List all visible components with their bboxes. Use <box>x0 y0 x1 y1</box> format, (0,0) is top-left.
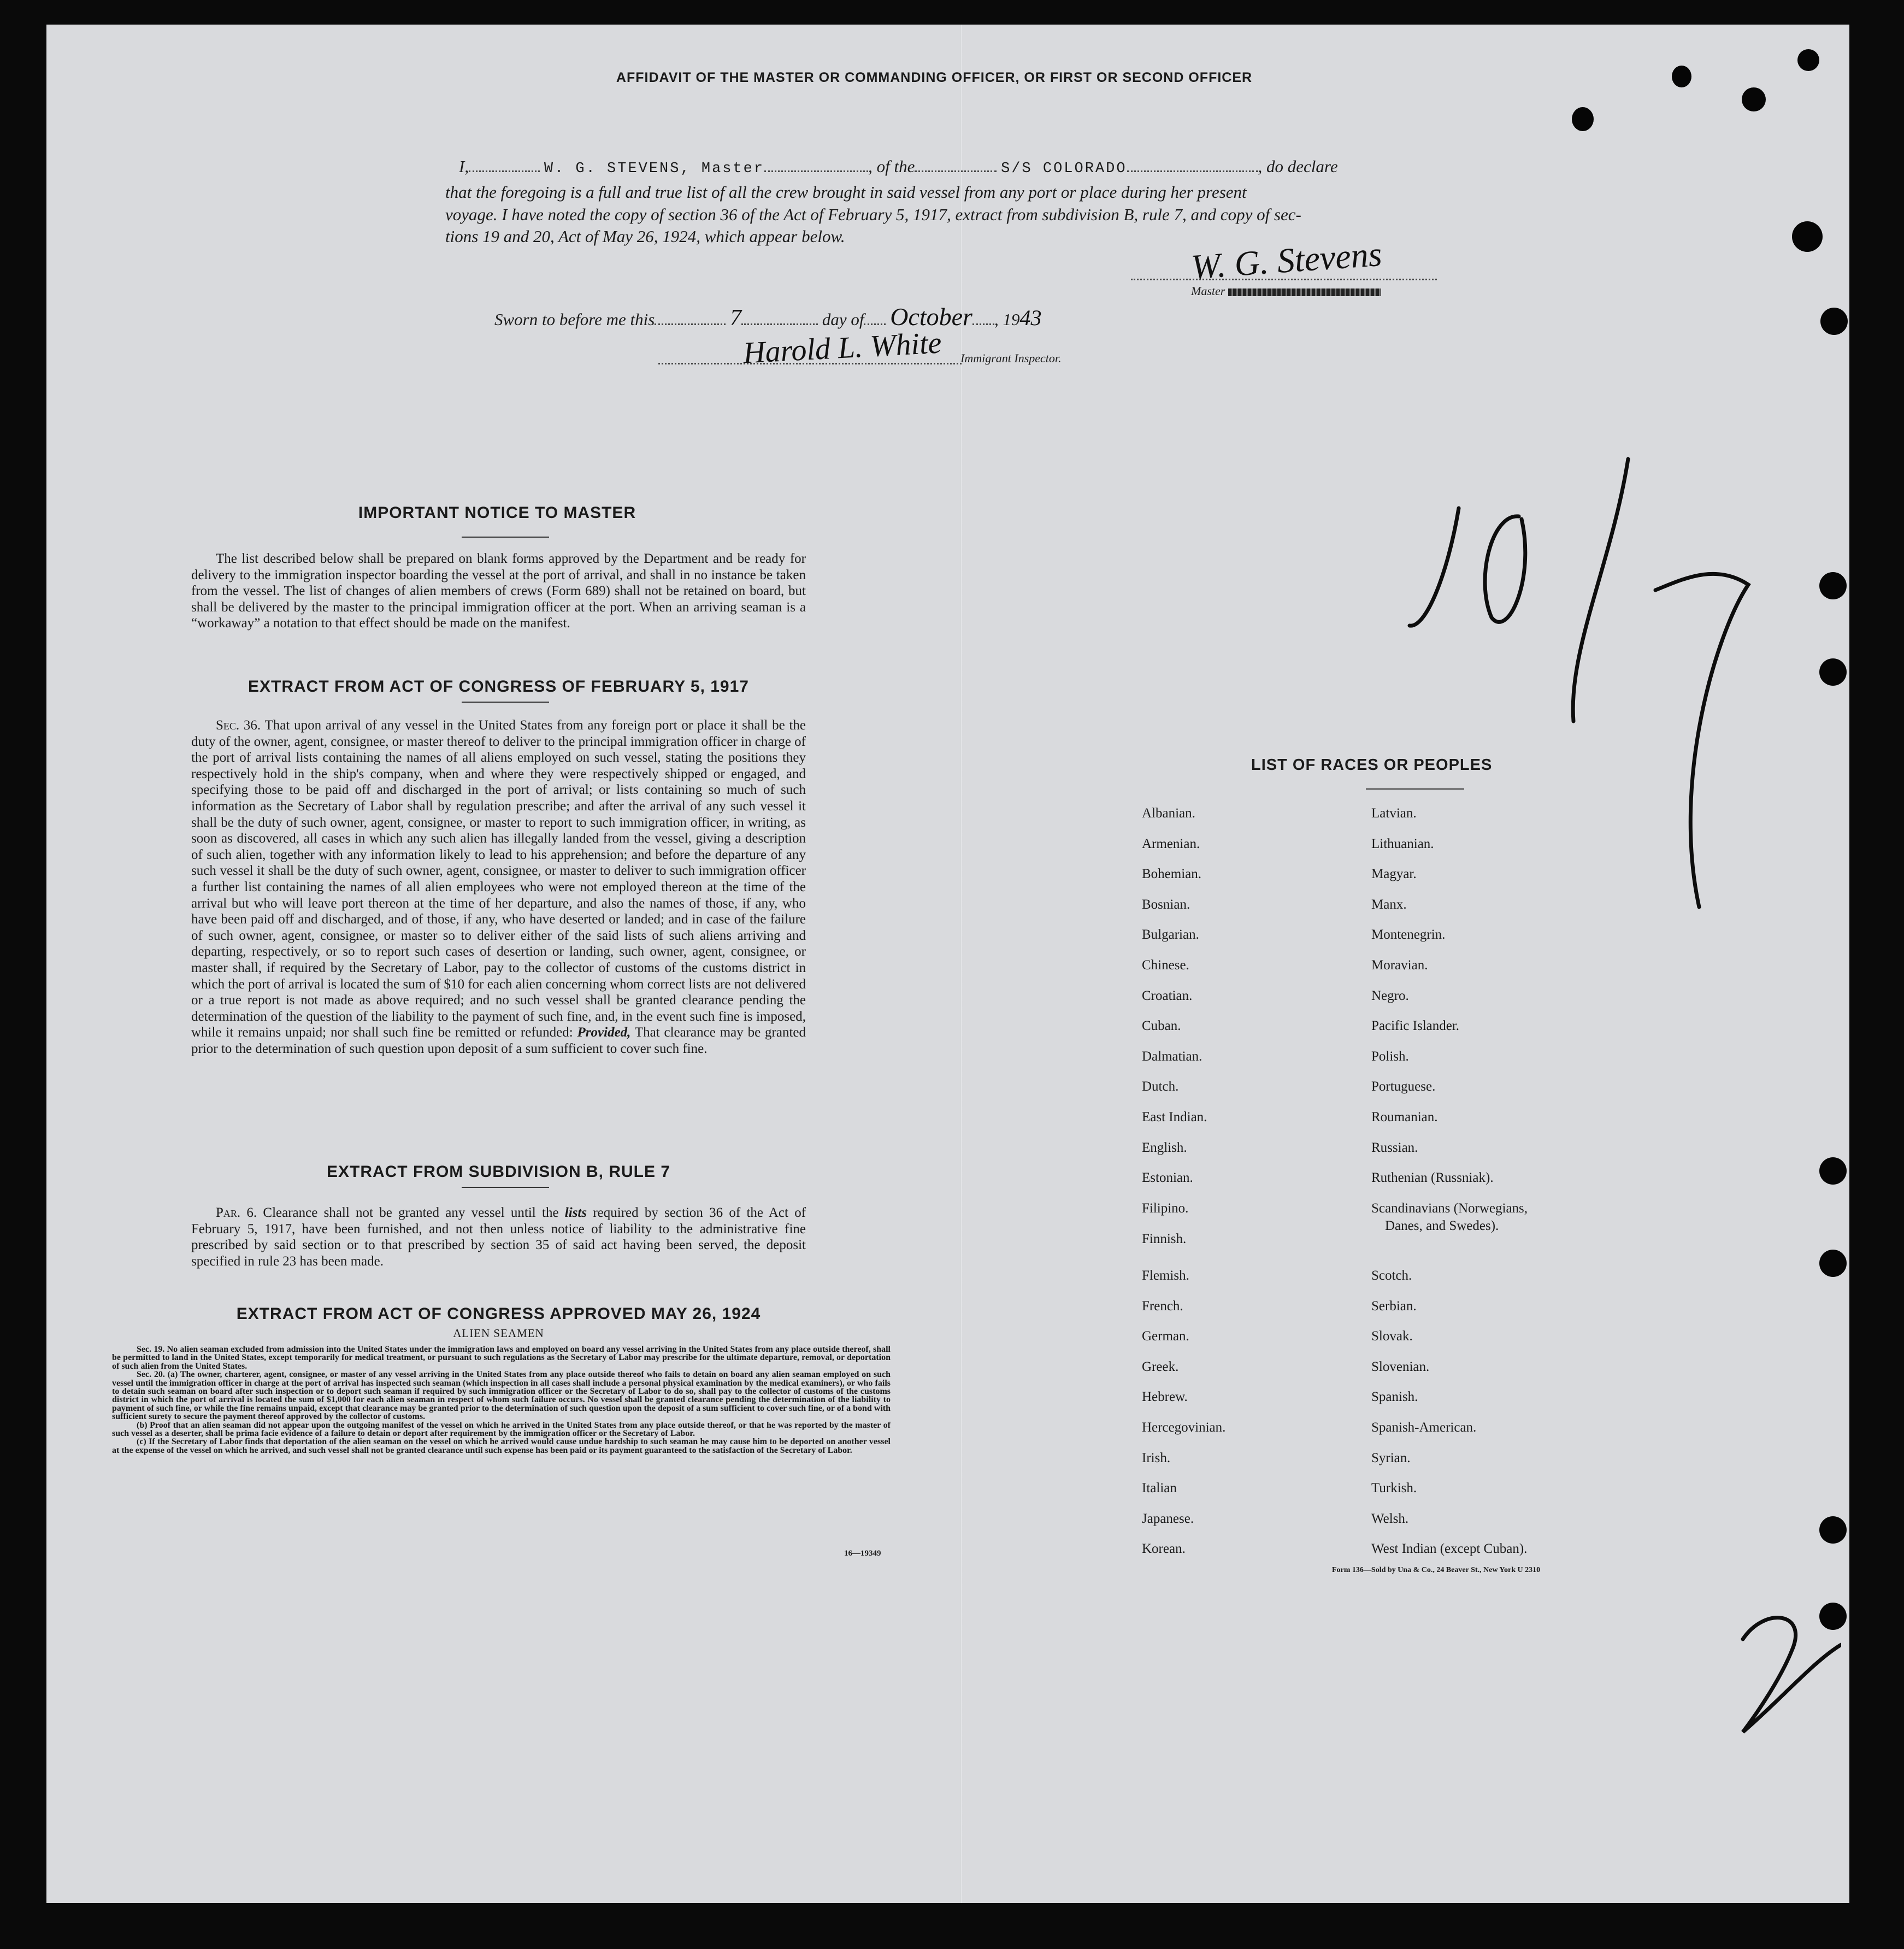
race-item: English. <box>1142 1140 1187 1155</box>
extract-rule7-rule <box>462 1187 549 1188</box>
section-20a-text: Sec. 20. (a) The owner, charterer, agent, consignee, or master of any vessel arriving in the United States from any place outside thereof who fails to detain on board any alien seaman employed on such vessel until the immigration officer in charge at the port of arrival has inspected such seaman (which inspection in all cases shall include a personal physical examination by the medical examiners), or who fails to detain such seaman on board after such inspection or to deport such seaman if required by such immigration officer or the Secretary of Labor to do so, shall pay to the collector of customs of the customs district in which the port of arrival is located the sum of $1,000 for each alien seaman in respect of whom such failure occurs. No vessel shall be granted clearance pending the determination of the liability to payment of such fine, or while the fine remains unpaid, except that clearance may be granted prior to the determination of such question upon the deposit of a sum sufficient to cover such fine, or of a bond with sufficient surety to secure the payment thereof approved by the collector of customs. <box>112 1370 891 1422</box>
race-item: East Indian. <box>1142 1110 1207 1124</box>
race-item: Scotch. <box>1371 1268 1412 1283</box>
pen-stroke <box>1573 459 1628 721</box>
race-item: Portuguese. <box>1371 1079 1436 1094</box>
dotted-leader <box>655 321 726 325</box>
handwritten-number <box>1431 481 1453 493</box>
punch-hole <box>1672 66 1691 87</box>
dotted-leader <box>972 321 994 325</box>
race-item: West Indian (except Cuban). <box>1371 1541 1528 1557</box>
race-item: German. <box>1142 1329 1189 1344</box>
pen-stroke <box>1743 1618 1841 1732</box>
do-declare-label: , do declare <box>1258 157 1338 176</box>
race-item: Filipino. <box>1142 1200 1189 1216</box>
race-item: Negro. <box>1371 988 1409 1003</box>
notice-title-rule <box>462 537 549 538</box>
handwritten-number-marks <box>1366 454 1759 945</box>
year-prefix: , 19 <box>994 310 1020 329</box>
race-item: Turkish. <box>1371 1481 1417 1496</box>
races-title-rule <box>1366 788 1464 790</box>
vessel-name-field: S/S COLORADO <box>1001 161 1127 177</box>
race-item: Lithuanian. <box>1371 836 1434 851</box>
affidavit-body-line-2: voyage. I have noted the copy of section 36 of the Act of February 5, 1917, extract from subdivision B, rule 7, and copy of sec- <box>445 205 1301 224</box>
race-item: Roumanian. <box>1371 1110 1438 1124</box>
race-item: Magyar. <box>1371 867 1417 882</box>
form-footer-note: Form 136—Sold by Una & Co., 24 Beaver St., New York U 2310 <box>1332 1566 1541 1574</box>
race-item: Estonian. <box>1142 1170 1193 1186</box>
punch-hole <box>1819 1516 1847 1544</box>
sworn-month: October <box>890 303 972 331</box>
race-item: Bulgarian. <box>1142 927 1199 943</box>
race-item: Slovak. <box>1371 1329 1413 1344</box>
race-item: Bohemian. <box>1142 867 1202 882</box>
race-item: Chinese. <box>1142 958 1189 973</box>
extract-1924-text <box>112 1345 891 1455</box>
master-signature-line <box>1131 279 1437 280</box>
dotted-leader <box>764 168 868 172</box>
race-item: Albanian. <box>1142 806 1195 821</box>
race-item: Manx. <box>1371 897 1407 912</box>
handwritten-mark-text <box>1748 1639 1753 1651</box>
affidavit-title: AFFIDAVIT OF THE MASTER OR COMMANDING OFFICER, OR FIRST OR SECOND OFFICER <box>616 70 1253 85</box>
sworn-day: 7 <box>730 305 742 331</box>
provided-label: Provided, <box>577 1025 631 1040</box>
pronoun-i: I, <box>459 157 469 176</box>
punch-hole <box>1819 572 1847 599</box>
affidavit-body-line-1: that the foregoing is a full and true list of all the crew brought in said vessel from any port or place during her present <box>445 182 1247 202</box>
race-item: Serbian. <box>1371 1298 1417 1314</box>
lists-word: lists <box>564 1205 587 1220</box>
inspector-signature-line <box>658 363 962 364</box>
race-item: Ruthenian (Russniak). <box>1371 1170 1494 1186</box>
punch-hole <box>1792 221 1823 252</box>
race-item: Irish. <box>1142 1450 1171 1465</box>
race-item: Hebrew. <box>1142 1389 1188 1405</box>
notice-title: IMPORTANT NOTICE TO MASTER <box>358 504 636 522</box>
section-36-body: That upon arrival of any vessel in the United States from any foreign port or place it shall be the duty of the owner, agent, consignee, or master thereof to deliver to the principal immigration officer in charge of the port of arrival lists containing the names of all aliens employed on such vessel, stating the positions they respectively hold in the ship's company, when and where they were respectively shipped or engaged, and specifying those to be paid off and discharged in the port of arrival; or lists containing so much of such information as the Secretary of Labor shall by regulation prescribe; and after the arrival of any such vessel it shall be the duty of such owner, agent, consignee, or master to report to such immigration officer, in writing, as soon as discovered, all cases in which any such alien has illegally landed from the vessel, giving a description of such alien, together with any information likely to lead to his apprehension; and before the departure of any such vessel it shall be the duty of such owner, agent, consignee, or master to deliver to such immigration officer a further list containing the names of all alien employees who were not employed thereon at the time of the arrival but who will leave port thereon at the time of her departure, and also the names of those, if any, who have been paid off and discharged, and of those, if any, who have deserted or landed; and in case of the failure of such owner, agent, consignee, or master so to deliver either of the said lists of such aliens arriving and departing, respectively, or so to report such cases of desertion or landing, such owner, agent, consignee, or master shall, if required by the Secretary of Labor, pay to the collector of customs of the customs district in which the port of arrival is located the sum of $10 for each alien concerning whom correct lists are not delivered or a true report is not made as above required; and no such vessel shall be granted clearance pending the determination of the question of the liability to the payment of such fine, and, in the event such fine is imposed, while it remains unpaid; nor shall such fine be remitted or refunded: <box>191 718 806 1040</box>
race-item: Flemish. <box>1142 1268 1189 1283</box>
race-item: Polish. <box>1371 1049 1409 1064</box>
race-item: Bosnian. <box>1142 897 1190 912</box>
section-20b-text: (b) Proof that an alien seaman did not appear upon the outgoing manifest of the vessel on which he arrived in the United States from any place outside thereof, or that he was reported by the master of such vessel as a deserter, shall be prima facie evidence of a failure to detain or deport after requirement by the immigration officer or the Secretary of Labor. <box>112 1420 891 1439</box>
section-19-text: Sec. 19. No alien seaman excluded from admission into the United States under the immigration laws and employed on board any vessel arriving in the United States from any place outside thereof, shall be permitted to land in the United States, except temporarily for medical treatment, or pursuant to such regulations as the Secretary of Labor may prescribe for the ultimate departure, removal, or deportation of such alien from the United States. <box>112 1345 891 1371</box>
dotted-leader <box>1127 168 1258 172</box>
race-item: Danes, and Swedes). <box>1385 1218 1499 1233</box>
race-item: Hercegovinian. <box>1142 1420 1226 1435</box>
race-item: Scandinavians (Norwegians, <box>1371 1200 1528 1216</box>
affidavit-body-line-3: tions 19 and 20, Act of May 26, 1924, which appear below. <box>445 227 845 246</box>
day-of-label: day of <box>822 310 864 329</box>
race-item: Cuban. <box>1142 1018 1181 1034</box>
extract-1917-title: EXTRACT FROM ACT OF CONGRESS OF FEBRUARY 5, 1917 <box>248 678 749 696</box>
pen-stroke <box>1485 516 1525 622</box>
punch-hole <box>1819 1157 1847 1185</box>
paragraph-6-body-b: required by section 36 of the Act of February 5, 1917, have been furnished, and not then unless notice of liability to the administrative fine prescribed by said section or to that prescribed by section 35 of said act having been served, the deposit specified in rule 23 has been made. <box>191 1205 806 1269</box>
race-item: Russian. <box>1371 1140 1418 1155</box>
sworn-prefix: Sworn to before me this <box>494 310 655 329</box>
race-item: Latvian. <box>1371 806 1417 821</box>
extract-1917-rule <box>462 702 549 703</box>
races-title: LIST OF RACES OR PEOPLES <box>1251 756 1493 774</box>
race-item: Moravian. <box>1371 958 1428 973</box>
punch-hole <box>1572 107 1594 131</box>
race-item: Dalmatian. <box>1142 1049 1202 1064</box>
race-item: Syrian. <box>1371 1450 1411 1465</box>
dotted-leader <box>864 321 886 325</box>
race-item: Croatian. <box>1142 988 1193 1003</box>
sworn-line <box>494 302 1041 331</box>
race-item: Montenegrin. <box>1371 927 1446 943</box>
form-code: 16—19349 <box>844 1549 881 1558</box>
paragraph-6-body-a: Clearance shall not be granted any vessel until the <box>263 1205 559 1220</box>
of-the-label: , of the <box>868 157 915 176</box>
race-item: Armenian. <box>1142 836 1200 851</box>
race-item: Pacific Islander. <box>1371 1018 1460 1034</box>
race-item: Spanish-American. <box>1371 1420 1477 1435</box>
extract-1917-text <box>191 717 806 1057</box>
extract-1924-subtitle: ALIEN SEAMEN <box>453 1327 544 1340</box>
section-36-end: That clearance may be granted prior to the determination of such question upon deposit of a sum sufficient to cover such fine. <box>191 1025 806 1056</box>
struck-out-titles <box>1228 288 1381 296</box>
punch-hole <box>1819 1250 1847 1277</box>
master-signature: W. G. Stevens <box>1189 234 1383 287</box>
race-item: Dutch. <box>1142 1079 1179 1094</box>
notice-text: The list described below shall be prepared on blank forms approved by the Department and be ready for delivery to the immigration inspector boarding the vessel at the port of arrival, and shall in no instance be taken from the vessel. The list of changes of alien members of crews (Form 689) shall not be retained on board, but shall be delivered by the master to the principal immigration officer at the port. When an arriving seaman is a “workaway” a notation to that effect should be made on the manifest. <box>191 551 806 631</box>
dotted-leader <box>741 321 818 325</box>
extract-1924-title: EXTRACT FROM ACT OF CONGRESS APPROVED MAY 26, 1924 <box>236 1305 761 1323</box>
race-item: Spanish. <box>1371 1389 1418 1405</box>
race-item: Greek. <box>1142 1359 1179 1374</box>
inspector-signature: Harold L. White <box>742 326 942 370</box>
paragraph-6-label: Par. 6. <box>216 1205 257 1220</box>
dotted-leader <box>469 168 540 172</box>
master-label-text: Master <box>1191 284 1225 298</box>
master-name-field: W. G. STEVENS, Master <box>544 161 765 177</box>
race-item: Korean. <box>1142 1541 1186 1557</box>
punch-hole <box>1742 87 1766 111</box>
extract-rule7-title: EXTRACT FROM SUBDIVISION B, RULE 7 <box>326 1163 671 1181</box>
race-item: Japanese. <box>1142 1511 1194 1526</box>
punch-hole <box>1819 658 1847 686</box>
section-20c-text: (c) If the Secretary of Labor finds that deportation of the alien seaman on the vessel on which he arrived would cause undue hardship to such seaman he may cause him to be deported on another vessel at the expense of the vessel on which he arrived, and such vessel shall not be granted clearance until such expense has been paid or its payment guaranteed to the satisfaction of the Secretary of Labor. <box>112 1437 891 1455</box>
race-item: Italian <box>1142 1481 1177 1496</box>
master-label <box>1191 284 1381 298</box>
section-36-label: Sec. 36. <box>216 718 261 733</box>
race-item: French. <box>1142 1298 1183 1314</box>
race-item: Welsh. <box>1371 1511 1409 1526</box>
handwritten-mark <box>1732 1601 1841 1743</box>
pen-stroke <box>1655 574 1748 907</box>
dotted-leader <box>915 168 997 172</box>
punch-hole <box>1820 308 1848 335</box>
sworn-year: 43 <box>1019 305 1042 330</box>
extract-rule7-text <box>191 1205 806 1269</box>
race-item: Slovenian. <box>1371 1359 1430 1374</box>
race-item: Finnish. <box>1142 1231 1187 1246</box>
inspector-label: Immigrant Inspector. <box>960 351 1062 365</box>
affidavit-declaration-line <box>459 157 1338 177</box>
punch-hole <box>1797 49 1819 71</box>
pen-stroke <box>1410 508 1459 626</box>
